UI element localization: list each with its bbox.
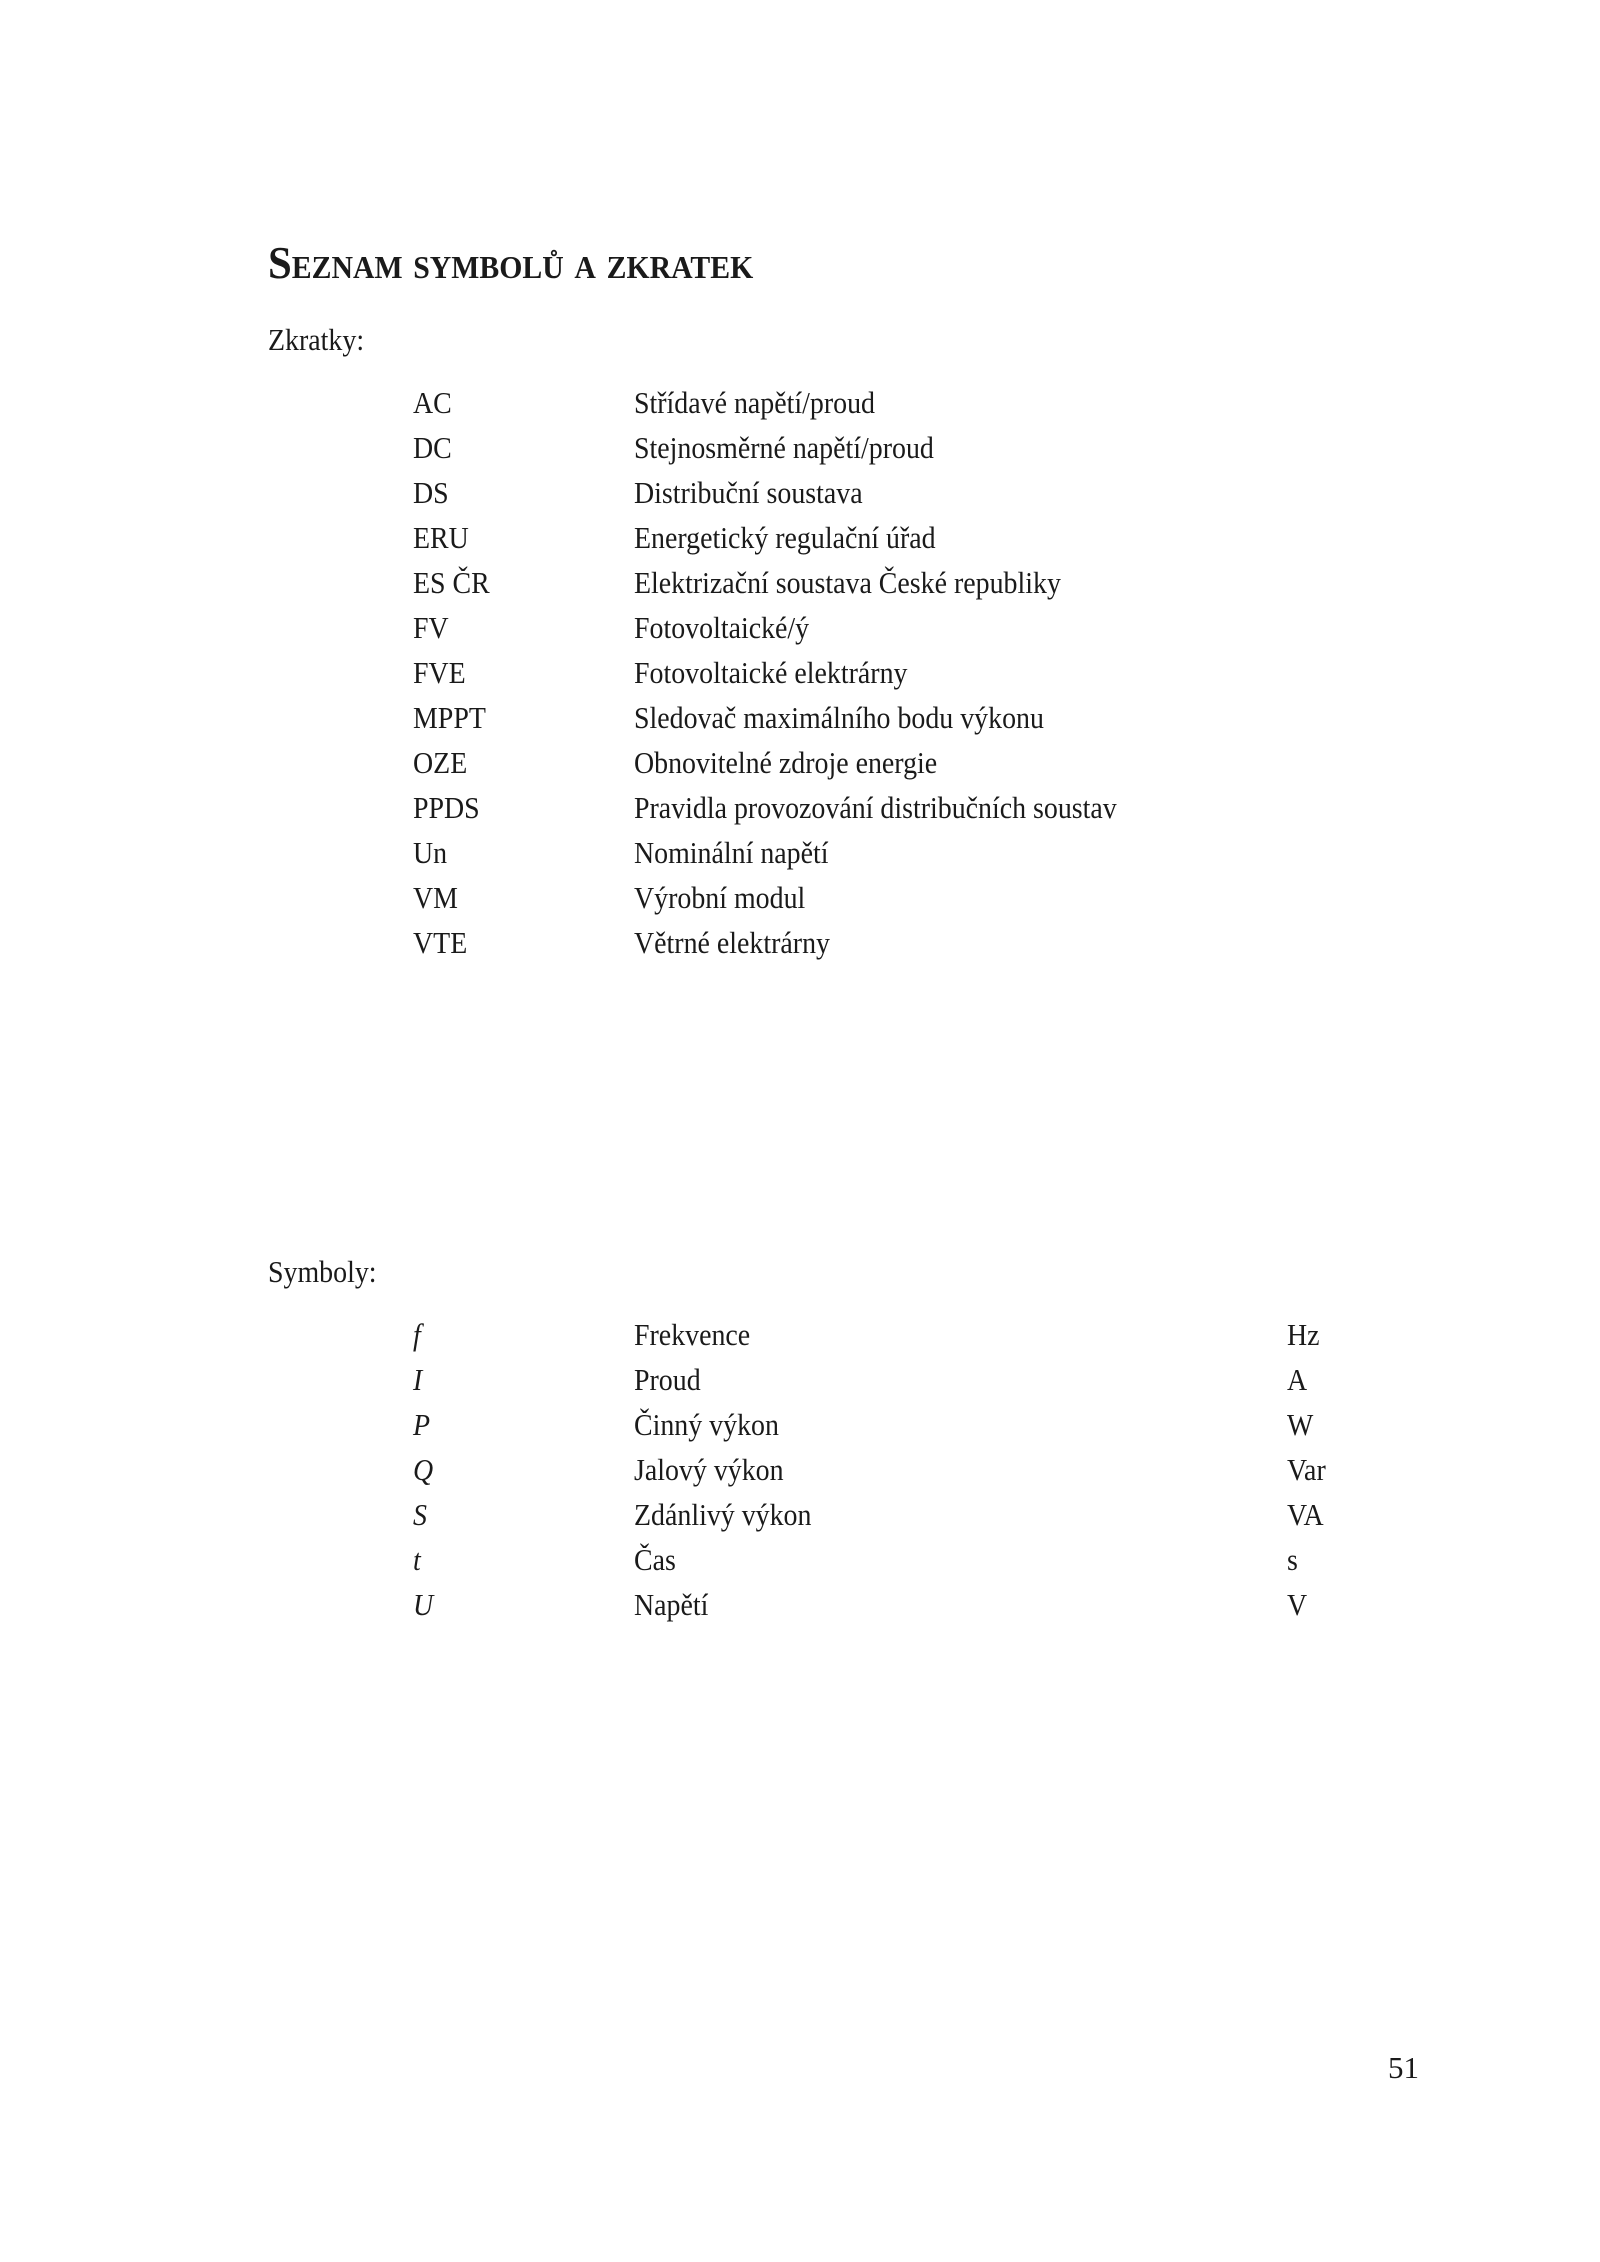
abbreviation-description: Nominální napětí bbox=[634, 835, 829, 870]
abbreviation-description: Výrobní modul bbox=[634, 880, 806, 915]
symbol-description: Frekvence bbox=[634, 1317, 751, 1352]
abbreviation: DC bbox=[413, 430, 452, 465]
symbol-description: Zdánlivý výkon bbox=[634, 1497, 812, 1532]
abbreviation: Un bbox=[413, 835, 448, 870]
abbreviation-description: Sledovač maximálního bodu výkonu bbox=[634, 700, 1044, 735]
abbreviation: ES ČR bbox=[413, 565, 490, 600]
symbol: f bbox=[413, 1317, 421, 1352]
page-title: Seznam symbolů a zkratek bbox=[268, 237, 754, 288]
abbreviation-description: Střídavé napětí/proud bbox=[634, 385, 875, 420]
abbreviation-row bbox=[0, 610, 1600, 655]
abbreviation-description: Fotovoltaické elektrárny bbox=[634, 655, 908, 690]
abbreviation-row bbox=[0, 430, 1600, 475]
symbol-row bbox=[0, 1587, 1600, 1632]
abbreviation: ERU bbox=[413, 520, 469, 555]
abbreviation-description: Pravidla provozování distribučních soustav bbox=[634, 790, 1117, 825]
symbols-list bbox=[0, 1317, 1600, 1632]
abbreviation-row bbox=[0, 385, 1600, 430]
abbreviation-description: Stejnosměrné napětí/proud bbox=[634, 430, 934, 465]
symbol: I bbox=[413, 1362, 423, 1397]
abbreviation: PPDS bbox=[413, 790, 480, 825]
abbreviation-row bbox=[0, 655, 1600, 700]
symbol-description: Činný výkon bbox=[634, 1407, 779, 1442]
abbreviation: VM bbox=[413, 880, 458, 915]
symbol-unit: V bbox=[1287, 1587, 1308, 1622]
abbreviation-description: Obnovitelné zdroje energie bbox=[634, 745, 938, 780]
symbol-row bbox=[0, 1362, 1600, 1407]
symbol-row bbox=[0, 1497, 1600, 1542]
abbreviation-row bbox=[0, 565, 1600, 610]
symbol-description: Napětí bbox=[634, 1587, 709, 1622]
abbreviation-description: Energetický regulační úřad bbox=[634, 520, 936, 555]
symbol-unit: s bbox=[1287, 1542, 1298, 1577]
abbreviation-row bbox=[0, 520, 1600, 565]
abbreviation-row bbox=[0, 745, 1600, 790]
abbreviation-description: Fotovoltaické/ý bbox=[634, 610, 810, 645]
abbreviation: FV bbox=[413, 610, 449, 645]
abbreviations-list bbox=[0, 385, 1600, 970]
abbreviation-row bbox=[0, 835, 1600, 880]
symbol: P bbox=[413, 1407, 431, 1442]
symbol-row bbox=[0, 1317, 1600, 1362]
symbol-description: Jalový výkon bbox=[634, 1452, 784, 1487]
abbreviation-description: Elektrizační soustava České republiky bbox=[634, 565, 1061, 600]
abbreviation-description: Větrné elektrárny bbox=[634, 925, 830, 960]
symbol-description: Čas bbox=[634, 1542, 676, 1577]
abbreviation: MPPT bbox=[413, 700, 486, 735]
symbol-description: Proud bbox=[634, 1362, 701, 1397]
symbol-unit: W bbox=[1287, 1407, 1314, 1442]
abbreviation-row bbox=[0, 790, 1600, 835]
abbreviation: VTE bbox=[413, 925, 468, 960]
symbol-row bbox=[0, 1542, 1600, 1587]
abbreviation-row bbox=[0, 925, 1600, 970]
symbol: U bbox=[413, 1587, 434, 1622]
symbol: S bbox=[413, 1497, 427, 1532]
symbol-row bbox=[0, 1407, 1600, 1452]
abbreviations-label: Zkratky: bbox=[268, 322, 365, 357]
symbol-unit: Hz bbox=[1287, 1317, 1320, 1352]
abbreviation-description: Distribuční soustava bbox=[634, 475, 863, 510]
symbol-unit: Var bbox=[1287, 1452, 1326, 1487]
symbol-unit: VA bbox=[1287, 1497, 1324, 1532]
abbreviation-row bbox=[0, 880, 1600, 925]
symbol-unit: A bbox=[1287, 1362, 1308, 1397]
symbols-label: Symboly: bbox=[268, 1254, 377, 1289]
abbreviation-row bbox=[0, 475, 1600, 520]
abbreviation: OZE bbox=[413, 745, 468, 780]
page-number: 51 bbox=[1388, 2050, 1419, 2085]
abbreviation: DS bbox=[413, 475, 449, 510]
abbreviation: AC bbox=[413, 385, 452, 420]
abbreviation: FVE bbox=[413, 655, 466, 690]
symbol: Q bbox=[413, 1452, 434, 1487]
symbol-row bbox=[0, 1452, 1600, 1497]
symbol: t bbox=[413, 1542, 421, 1577]
abbreviation-row bbox=[0, 700, 1600, 745]
